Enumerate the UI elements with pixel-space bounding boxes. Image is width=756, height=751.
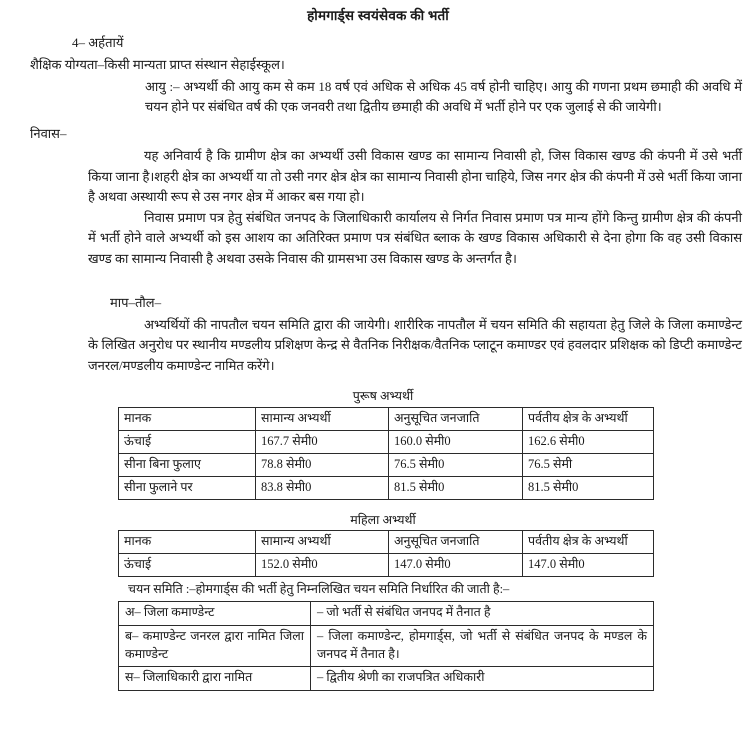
age-paragraph: आयु :– अभ्यर्थी की आयु कम से कम 18 वर्ष एवं अधिक से अधिक 45 वर्ष होनी चाहिए। आयु की गणना प्रथम छमाही की अवधि में चयन होने पर संबंधित वर्ष की एक जनवरी तथा द्वितीय छमाही की अवधि में भर्ती होने पर एक जुलाई से की जायेगी। bbox=[145, 78, 742, 115]
table-cell: 81.5 सेमी0 bbox=[523, 476, 654, 499]
table-cell: 78.8 सेमी0 bbox=[256, 453, 389, 476]
table-row bbox=[119, 476, 654, 499]
column-header: पर्वतीय क्षेत्र के अभ्यर्थी bbox=[523, 407, 654, 430]
table-cell: 81.5 सेमी0 bbox=[389, 476, 523, 499]
column-header: सामान्य अभ्यर्थी bbox=[256, 407, 389, 430]
spacer bbox=[0, 500, 756, 512]
table-row bbox=[119, 602, 654, 626]
table-header-row bbox=[119, 407, 654, 430]
committee-member-detail: – जिला कमाण्डेन्ट, होमगार्ड्स, जो भर्ती से संबंधित जनपद के मण्डल के जनपद में तैनात है। bbox=[311, 625, 654, 667]
selection-committee-table bbox=[118, 601, 654, 691]
committee-member-role: ब– कमाण्डेन्ट जनरल द्वारा नामित जिला कमाण्डेन्ट bbox=[119, 625, 311, 667]
table-cell: सीना बिना फुलाए bbox=[119, 453, 256, 476]
committee-member-role: स– जिलाधिकारी द्वारा नामित bbox=[119, 667, 311, 691]
column-header: अनुसूचित जनजाति bbox=[389, 407, 523, 430]
table-cell: ऊंचाई bbox=[119, 430, 256, 453]
residence-paragraph-1: यह अनिवार्य है कि ग्रामीण क्षेत्र का अभ्यर्थी उसी विकास खण्ड का सामान्य निवासी हो, जिस विकास खण्ड की कंपनी में उसे भर्ती किया जाना है।शहरी क्षेत्र का अभ्यर्थी या तो उसी नगर क्षेत्र क्षेत्र का सामान्य निवासी होना चाहिये, जिस नगर क्षेत्र की कंपनी में उसे भर्ती किया जाना है अथवा अस्थायी रूप से उस नगर क्षेत्र में आकर बस गया हो। bbox=[88, 148, 742, 205]
measurement-label: माप–तौल– bbox=[110, 295, 162, 311]
column-header: मानक bbox=[119, 530, 256, 553]
education-qualification-line: शैक्षिक योग्यता–किसी मान्यता प्राप्त संस्थान सेहाईस्कूल। bbox=[30, 56, 285, 72]
table-cell: 76.5 सेमी bbox=[523, 453, 654, 476]
committee-member-detail: – द्वितीय श्रेणी का राजपत्रित अधिकारी bbox=[311, 667, 654, 691]
table-cell: 167.7 सेमी0 bbox=[256, 430, 389, 453]
table-cell: 160.0 सेमी0 bbox=[389, 430, 523, 453]
table-cell: सीना फुलाने पर bbox=[119, 476, 256, 499]
table-cell: 76.5 सेमी0 bbox=[389, 453, 523, 476]
table-cell: 147.0 सेमी0 bbox=[389, 553, 523, 576]
table-row bbox=[119, 430, 654, 453]
table-row bbox=[119, 667, 654, 691]
table-cell: 83.8 सेमी0 bbox=[256, 476, 389, 499]
column-header: अनुसूचित जनजाति bbox=[389, 530, 523, 553]
table-cell: ऊंचाई bbox=[119, 553, 256, 576]
clause-number: 4– अर्हतायें bbox=[72, 34, 124, 50]
document-page bbox=[0, 7, 756, 751]
committee-intro-line: चयन समिति :–होमगार्ड्स की भर्ती हेतु निम्नलिखित चयन समिति निर्धारित की जाती है:– bbox=[128, 581, 510, 596]
measurement-paragraph: अभ्यर्थियों की नापतौल चयन समिति द्वारा की जायेगी। शारीरिक नापतौल में चयन समिति की सहायता हेतु जिले के जिला कमाण्डेन्ट के लिखित अनुरोध पर स्थानीय मण्डलीय प्रशिक्षण केन्द्र से वैतनिक निरीक्षक/वैतनिक प्लाटून कमाण्डर एवं हवलदार प्रशिक्षक को डिप्टी कमाण्डेन्ट जनरल/मण्डलीय कमाण्डेन्ट नामित करेंगे। bbox=[88, 316, 742, 373]
page-title: होमगार्ड्स स्वयंसेवक की भर्ती bbox=[307, 8, 449, 23]
male-table-caption: पुरूष अभ्यर्थी bbox=[352, 389, 414, 404]
committee-member-detail: – जो भर्ती से संबंधित जनपद में तैनात है bbox=[311, 602, 654, 626]
table-cell: 147.0 सेमी0 bbox=[523, 553, 654, 576]
table-header-row bbox=[119, 530, 654, 553]
committee-member-role: अ– जिला कमाण्डेन्ट bbox=[119, 602, 311, 626]
spacer bbox=[0, 269, 756, 287]
table-row bbox=[119, 453, 654, 476]
column-header: सामान्य अभ्यर्थी bbox=[256, 530, 389, 553]
residence-label: निवास– bbox=[30, 125, 67, 141]
table-cell: 152.0 सेमी0 bbox=[256, 553, 389, 576]
female-candidates-table bbox=[118, 530, 654, 577]
male-candidates-table bbox=[118, 407, 654, 500]
spacer bbox=[0, 376, 756, 388]
female-table-caption: महिला अभ्यर्थी bbox=[350, 512, 416, 527]
table-row bbox=[119, 553, 654, 576]
residence-paragraph-2: निवास प्रमाण पत्र हेतु संबंधित जनपद के जिलाधिकारी कार्यालय से निर्गत निवास प्रमाण पत्र मान्य होंगे किन्तु ग्रामीण क्षेत्र की कंपनी में भर्ती होने वाले अभ्यर्थी को इस आशय का अतिरिक्त प्रमाण पत्र संबंधित ब्लाक के खण्ड विकास अधिकारी से देना होगा कि वह उसी विकास खण्ड का सामान्य निवासी है अथवा उसके निवास की ग्रामसभा उस विकास खण्ड के अन्तर्गत है। bbox=[88, 209, 742, 266]
table-row bbox=[119, 625, 654, 667]
column-header: पर्वतीय क्षेत्र के अभ्यर्थी bbox=[523, 530, 654, 553]
column-header: मानक bbox=[119, 407, 256, 430]
table-cell: 162.6 सेमी0 bbox=[523, 430, 654, 453]
